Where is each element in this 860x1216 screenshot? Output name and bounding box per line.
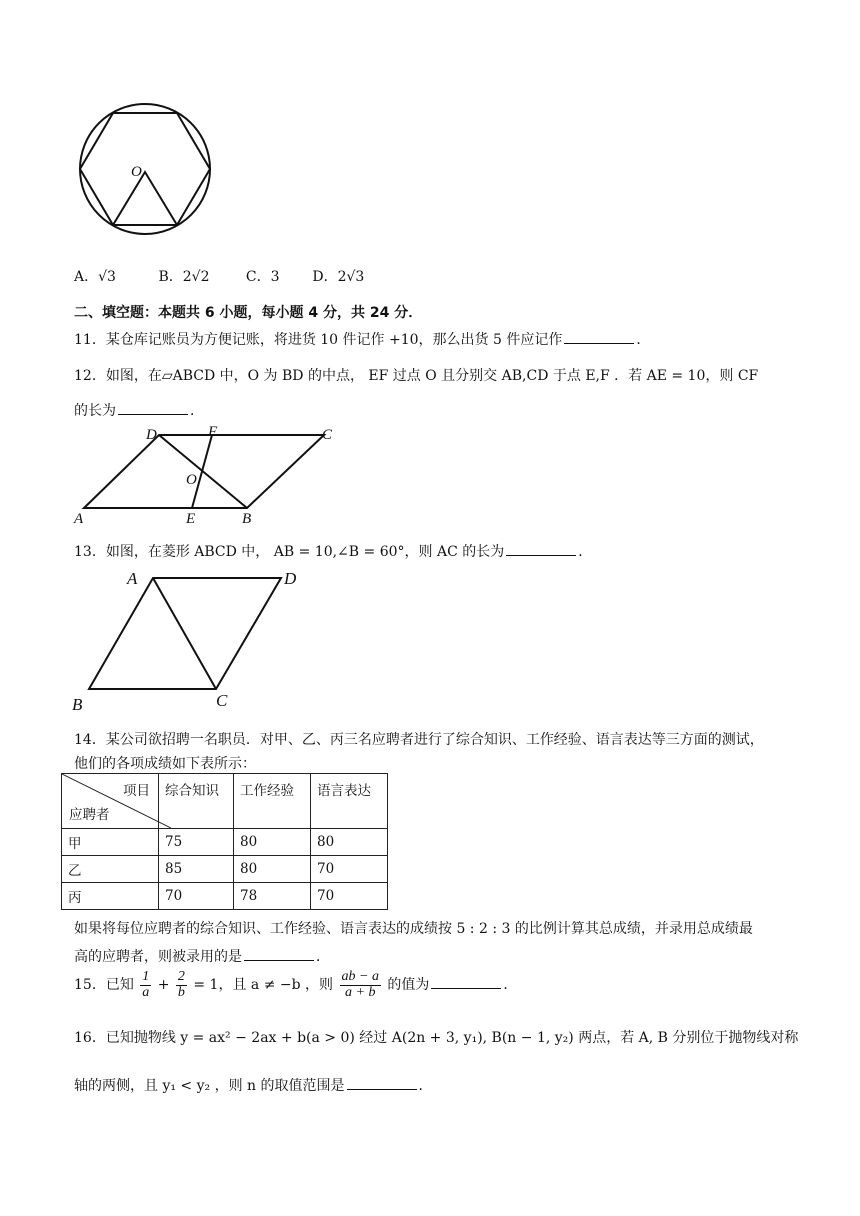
table-cell: 80 — [234, 856, 311, 883]
table-cell: 70 — [159, 883, 234, 910]
q15 — [74, 970, 517, 1000]
q10-label-o: O — [131, 164, 142, 180]
q12-label-o: O — [186, 472, 197, 488]
q11-text: 11．某仓库记账员为方便记账，将进货 10 件记作 +10，那么出货 5 件应记作 — [74, 332, 563, 348]
q13-label-c: C — [216, 691, 228, 710]
q15-suffix: 的值为 — [387, 977, 430, 994]
q13-label-d: D — [284, 569, 297, 588]
table-row — [62, 883, 388, 910]
q11-answer-blank[interactable] — [564, 331, 634, 344]
q13-answer-blank[interactable] — [506, 543, 576, 556]
q15-fraction-2 — [176, 970, 187, 1000]
q15-f3-den: a + b — [345, 984, 376, 1000]
q10-circle — [80, 104, 210, 234]
q15-answer-blank[interactable] — [431, 976, 501, 989]
q12-line1: 12．如图，在▱ABCD 中，O 为 BD 的中点， EF 过点 O 且分别交 AB,CD 于点 E,F ．若 AE = 10，则 CF — [74, 368, 759, 384]
q13-label-a: A — [127, 569, 138, 588]
q15-eq: = 1，且 a ≠ −b ，则 — [193, 977, 334, 994]
q15-fraction-1 — [140, 970, 151, 1000]
q10-option-b[interactable]: B．2√2 — [158, 269, 210, 285]
q12-label-c: C — [322, 427, 333, 443]
q13-text: 13．如图，在菱形 ABCD 中， AB = 10,∠B = 60°，则 AC 的长为 — [74, 544, 505, 560]
q12-end: ． — [190, 403, 204, 419]
table-cell: 70 — [311, 856, 388, 883]
q15-fraction-3 — [340, 970, 381, 1000]
q10-figure — [76, 100, 216, 240]
q13-label-b: B — [72, 695, 83, 714]
q10-hexagon — [80, 113, 210, 225]
q12-label-e: E — [186, 511, 196, 527]
q12-line2-text: 的长为 — [74, 403, 116, 419]
q15-f1-num: 1 — [142, 969, 150, 984]
q13-end: ． — [578, 544, 593, 560]
q15-plus: + — [157, 977, 170, 994]
q12-answer-blank[interactable] — [118, 402, 188, 415]
q12-label-f: F — [208, 424, 218, 440]
q10-option-c[interactable]: C．3 — [245, 269, 280, 285]
q10-triangle — [113, 172, 177, 225]
q12-label-b: B — [242, 511, 252, 527]
table-row — [62, 829, 388, 856]
q13-diagonal-ac — [153, 578, 216, 689]
q15-f2-den: b — [177, 984, 185, 1000]
q15-end: ． — [503, 977, 518, 994]
q12-figure — [70, 423, 350, 533]
q11-end: ． — [636, 332, 651, 348]
q14-after2 — [74, 946, 330, 966]
q15-prefix: 15．已知 — [74, 977, 134, 994]
table-row-name: 甲 — [62, 829, 159, 856]
table-corner-top: 项目 — [123, 783, 150, 799]
table-header-cell: 综合知识 — [159, 774, 234, 829]
table-cell: 75 — [159, 829, 234, 856]
q12-line2 — [74, 400, 204, 420]
q15-f1-den: a — [142, 984, 150, 1000]
table-corner-cell — [62, 774, 159, 829]
table-header-cell: 工作经验 — [234, 774, 311, 829]
q14-answer-blank[interactable] — [244, 948, 314, 961]
q14-after1: 如果将每位应聘者的综合知识、工作经验、语言表达的成绩按 5 : 2 : 3 的比例计算其总成绩，并录用总成绩最 — [74, 921, 753, 937]
q13 — [74, 541, 592, 561]
q10-option-a[interactable]: A．√3 — [74, 269, 116, 285]
q12-label-a: A — [74, 511, 84, 527]
q10-option-d[interactable]: D．2√3 — [312, 269, 365, 285]
table-row-name: 乙 — [62, 856, 159, 883]
q12-label-d: D — [146, 427, 157, 443]
table-row-name: 丙 — [62, 883, 159, 910]
table-cell: 80 — [311, 829, 388, 856]
table-cell: 80 — [234, 829, 311, 856]
q14-end: ． — [316, 949, 330, 965]
score-table — [61, 773, 388, 910]
q14-line1: 14．某公司欲招聘一名职员．对甲、乙、丙三名应聘者进行了综合知识、工作经验、语言表达等三方面的测试， — [74, 732, 764, 748]
q10-options — [74, 266, 364, 286]
q11 — [74, 329, 650, 349]
table-header-cell: 语言表达 — [311, 774, 388, 829]
table-row — [62, 856, 388, 883]
q15-f2-num: 2 — [177, 969, 185, 984]
table-cell: 85 — [159, 856, 234, 883]
section2-heading: 二、填空题：本题共 6 小题，每小题 4 分，共 24 分． — [74, 305, 423, 321]
q16-line2 — [74, 1075, 433, 1095]
q16-answer-blank[interactable] — [347, 1077, 417, 1090]
q16-end: ． — [418, 1078, 433, 1094]
table-corner-bottom: 应聘者 — [69, 807, 110, 823]
q14-line2: 他们的各项成绩如下表所示： — [74, 756, 256, 772]
q15-f3-num: ab − a — [341, 969, 379, 984]
q16-line1: 16．已知抛物线 y = ax² − 2ax + b(a > 0) 经过 A(2n + 3, y₁), B(n − 1, y₂) 两点，若 A, B 分别位于抛物线对称 — [74, 1030, 799, 1046]
q13-figure — [66, 566, 316, 714]
table-cell: 78 — [234, 883, 311, 910]
q14-after2-text: 高的应聘者，则被录用的是 — [74, 949, 242, 965]
table-cell: 70 — [311, 883, 388, 910]
q16-line2-text: 轴的两侧，且 y₁ < y₂ ，则 n 的取值范围是 — [74, 1078, 345, 1094]
